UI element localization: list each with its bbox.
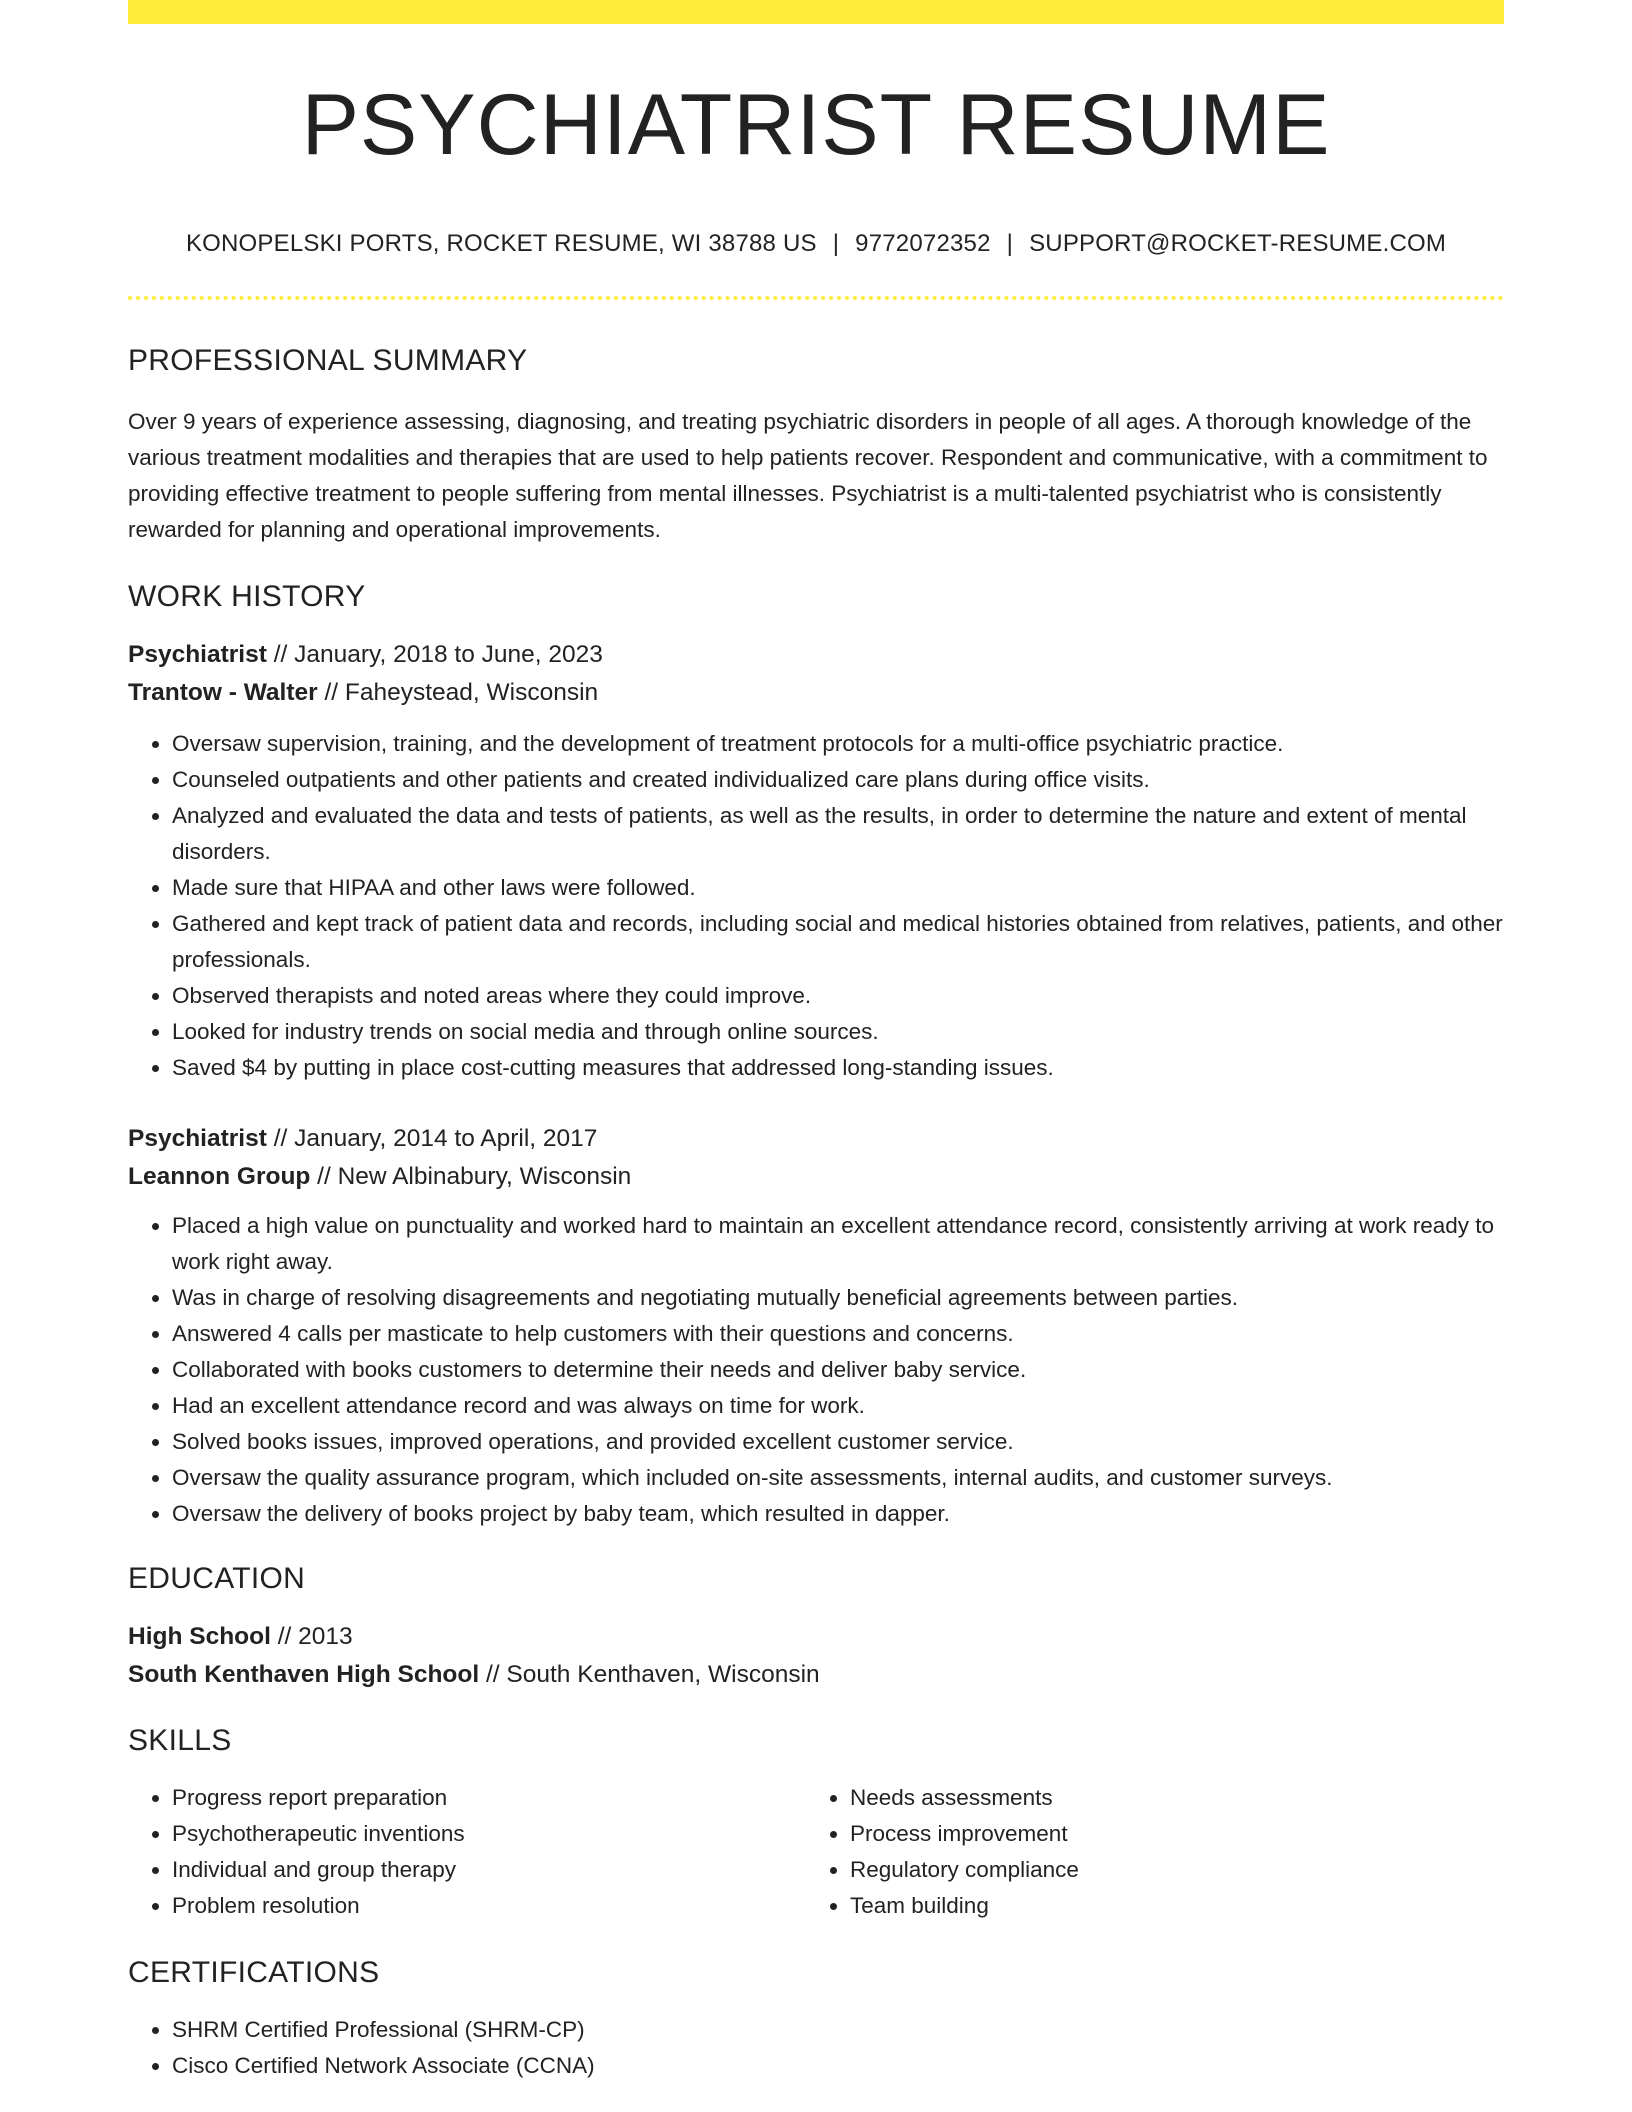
summary-heading: PROFESSIONAL SUMMARY <box>128 344 528 377</box>
list-item: • Looked for industry trends on social media and through online sources. <box>172 1014 1504 1050</box>
skills-grid <box>128 1780 1504 1924</box>
education-degree: High School <box>128 1623 271 1650</box>
list-item: • Was in charge of resolving disagreements and negotiating mutually beneficial agreements between parties. <box>172 1280 1504 1316</box>
list-item: • Oversaw supervision, training, and the development of treatment protocols for a multi-office psychiatric practice. <box>172 726 1504 762</box>
job-role: Psychiatrist <box>128 641 267 668</box>
job-company-line <box>128 674 1504 712</box>
contact-phone: 9772072352 <box>855 230 991 257</box>
accent-top-bar <box>128 0 1504 24</box>
list-item: • Answered 4 calls per masticate to help customers with their questions and concerns. <box>172 1316 1504 1352</box>
list-item: • Problem resolution <box>172 1888 806 1924</box>
job-company: Leannon Group <box>128 1163 311 1190</box>
skills-column-left <box>128 1780 806 1924</box>
list-item: • Solved books issues, improved operations, and provided excellent customer service. <box>172 1424 1504 1460</box>
page-title: PSYCHIATRIST RESUME <box>301 77 1331 173</box>
skills-column-right <box>806 1780 1484 1924</box>
list-item: • Analyzed and evaluated the data and tests of patients, as well as the results, in order to determine the nature and extent of mental disorders. <box>172 798 1504 870</box>
list-item: • Needs assessments <box>850 1780 1484 1816</box>
certifications-heading: CERTIFICATIONS <box>128 1956 380 1989</box>
list-item: • Gathered and kept track of patient data and records, including social and medical histories obtained from relatives, patients, and other professionals. <box>172 906 1504 978</box>
job-dates: // January, 2018 to June, 2023 <box>266 641 603 668</box>
job-dates: // January, 2014 to April, 2017 <box>266 1125 598 1152</box>
skills-heading: SKILLS <box>128 1724 232 1757</box>
certifications-list <box>128 2012 1504 2084</box>
education-heading: EDUCATION <box>128 1562 306 1595</box>
job-company: Trantow - Walter <box>128 679 318 706</box>
list-item: • Cisco Certified Network Associate (CCNA) <box>172 2048 1504 2084</box>
skills-list <box>128 1780 806 1924</box>
job-location: // Faheystead, Wisconsin <box>317 679 599 706</box>
list-item: • Made sure that HIPAA and other laws were followed. <box>172 870 1504 906</box>
list-item: • Psychotherapeutic inventions <box>172 1816 806 1852</box>
job-bullet-list <box>128 1208 1504 1532</box>
list-item: • Observed therapists and noted areas where they could improve. <box>172 978 1504 1014</box>
list-item: • Oversaw the delivery of books project by baby team, which resulted in dapper. <box>172 1496 1504 1532</box>
list-item: • Had an excellent attendance record and was always on time for work. <box>172 1388 1504 1424</box>
dotted-divider <box>128 296 1504 300</box>
education-location: // South Kenthaven, Wisconsin <box>479 1661 820 1688</box>
list-item: • Individual and group therapy <box>172 1852 806 1888</box>
education-year: // 2013 <box>270 1623 353 1650</box>
education-school-line <box>128 1656 1504 1694</box>
list-item: • Team building <box>850 1888 1484 1924</box>
list-item: • Saved $4 by putting in place cost-cutting measures that addressed long-standing issues. <box>172 1050 1504 1086</box>
summary-text: Over 9 years of experience assessing, diagnosing, and treating psychiatric disorders in people of all ages. A thorough knowledge of the various treatment modalities and therapies that are used to help patients recover. Respondent and communicative, with a commitment to providing effective treatment to people suffering from mental illnesses. Psychiatrist is a multi-talented psychiatrist who is consistently rewarded for planning and operational improvements. <box>128 409 1488 542</box>
education-school: South Kenthaven High School <box>128 1661 480 1688</box>
certifications-section <box>128 2012 1504 2084</box>
job-role: Psychiatrist <box>128 1125 267 1152</box>
resume-page <box>128 0 1504 2084</box>
contact-email: SUPPORT@ROCKET-RESUME.COM <box>1029 230 1447 257</box>
list-item: • Placed a high value on punctuality and worked hard to maintain an excellent attendance record, consistently arriving at work ready to work right away. <box>172 1208 1504 1280</box>
list-item: • Progress report preparation <box>172 1780 806 1816</box>
job-bullet-list <box>128 726 1504 1086</box>
contact-address: KONOPELSKI PORTS, ROCKET RESUME, WI 38788 US <box>185 230 817 257</box>
list-item: • Regulatory compliance <box>850 1852 1484 1888</box>
work-history-heading: WORK HISTORY <box>128 580 366 613</box>
skills-list <box>806 1780 1484 1924</box>
job-title-line <box>128 636 1504 674</box>
education-degree-line <box>128 1618 1504 1656</box>
job-location: // New Albinabury, Wisconsin <box>310 1163 632 1190</box>
job-company-line <box>128 1158 1504 1196</box>
list-item: • Counseled outpatients and other patients and created individualized care plans during office visits. <box>172 762 1504 798</box>
contact-separator: | <box>832 230 840 257</box>
list-item: • Oversaw the quality assurance program, which included on-site assessments, internal audits, and customer surveys. <box>172 1460 1504 1496</box>
job-title-line <box>128 1120 1504 1158</box>
list-item: • SHRM Certified Professional (SHRM-CP) <box>172 2012 1504 2048</box>
list-item: • Process improvement <box>850 1816 1484 1852</box>
list-item: • Collaborated with books customers to determine their needs and deliver baby service. <box>172 1352 1504 1388</box>
contact-line <box>128 230 1504 258</box>
contact-separator: | <box>1006 230 1014 257</box>
